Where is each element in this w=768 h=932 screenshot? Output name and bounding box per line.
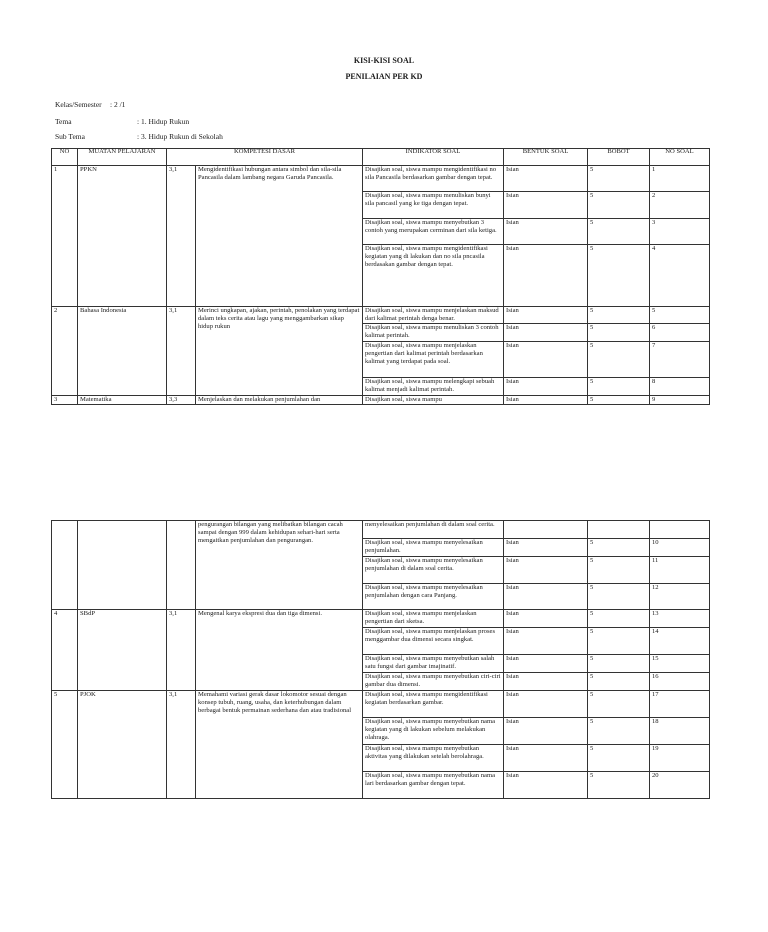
- table-row: [52, 166, 710, 192]
- bobot-cell: 5: [588, 557, 650, 584]
- bobot-cell: 5: [588, 219, 650, 245]
- indikator-cell: Disajikan soal, siswa mampu menyebutkan aktivitas yang dilakukan setelah berolahraga.: [363, 745, 504, 772]
- no-soal-cell: 2: [650, 192, 710, 219]
- bentuk-cell: Isian: [504, 718, 588, 745]
- kelas-value: : 2 /1: [110, 100, 126, 109]
- indikator-cell: Disajikan soal, siswa mampu mengidentifikasi no sila Pancasila berdasarkan gambar dengan tepat.: [363, 166, 504, 192]
- kd-text: Mengidentifikasi hubungan antara simbol dan sila-sila Pancasila dalam lambang negara Garuda Pancasila.: [196, 166, 363, 307]
- indikator-cell: Disajikan soal, siswa mampu mengidentifikasi kegiatan yang di lakukan dan no sila pncasila berdasakan gambar dengan tepat.: [363, 245, 504, 307]
- bobot-cell: 5: [588, 655, 650, 673]
- bentuk-cell: Isian: [504, 539, 588, 557]
- indikator-cell: Disajikan soal, siswa mampu menyebutkan 3 contoh yang merupakan cerminan dari sila ketiga.: [363, 219, 504, 245]
- column-header-indikator: INDIKATOR SOAL: [363, 149, 504, 166]
- kd-text: Memahami variasi gerak dasar lokomotor sesuai dengan konsep tubuh, ruang, usaha, dan keterhubungan dalam berbagai bentuk permainan sederhana dan atau tradisional: [196, 691, 363, 799]
- no-soal-cell: 7: [650, 341, 710, 377]
- kd-text: pengurangan bilangan yang melibatkan bilangan cacah sampai dengan 999 dalam kehidupan sehari-hari serta mengaitkan penjumlahan dan pengurangan.: [196, 521, 363, 610]
- bobot-cell: 5: [588, 691, 650, 718]
- bentuk-cell: Isian: [504, 628, 588, 655]
- no-soal-cell: 13: [650, 610, 710, 628]
- bobot-cell: 5: [588, 245, 650, 307]
- table-row: [52, 395, 710, 404]
- no-soal-cell: 15: [650, 655, 710, 673]
- table-row: [52, 691, 710, 718]
- tema-value: : 1. Hidup Rukun: [137, 117, 190, 126]
- document-subtitle: PENILAIAN PER KD: [345, 72, 423, 81]
- kd-number: 3,3: [167, 395, 196, 404]
- no-soal-cell: 19: [650, 745, 710, 772]
- bentuk-cell: Isian: [504, 610, 588, 628]
- kisi-kisi-table-page-2: [51, 520, 710, 799]
- tema-line: [55, 117, 189, 126]
- bobot-cell: [588, 521, 650, 539]
- no-soal-cell: 3: [650, 219, 710, 245]
- subject-name: SBdP: [78, 610, 167, 691]
- bobot-cell: 5: [588, 584, 650, 610]
- subtema-label: Sub Tema: [55, 132, 85, 141]
- subject-name: [78, 521, 167, 610]
- subtema-value: : 3. Hidup Rukun di Sekolah: [137, 132, 223, 141]
- no-soal-cell: 10: [650, 539, 710, 557]
- no-soal-cell: 11: [650, 557, 710, 584]
- kd-number: 3,1: [167, 166, 196, 307]
- column-header-no: NO: [52, 149, 78, 166]
- kd-number: [167, 521, 196, 610]
- kd-text: Menjelaskan dan melakukan penjumlahan dan: [196, 395, 363, 404]
- bentuk-cell: Isian: [504, 557, 588, 584]
- kelas-semester-line: [55, 100, 125, 109]
- no-soal-cell: [650, 521, 710, 539]
- bobot-cell: 5: [588, 673, 650, 691]
- no-soal-cell: 17: [650, 691, 710, 718]
- bobot-cell: 5: [588, 341, 650, 377]
- kd-text: Mengenal karya ekspresi dua dan tiga dimensi.: [196, 610, 363, 691]
- bentuk-cell: Isian: [504, 219, 588, 245]
- indikator-cell: Disajikan soal, siswa mampu: [363, 395, 504, 404]
- no-soal-cell: 12: [650, 584, 710, 610]
- no-soal-cell: 8: [650, 377, 710, 395]
- document-title: KISI-KISI SOAL: [353, 56, 415, 65]
- column-header-bentuk: BENTUK SOAL: [504, 149, 588, 166]
- table-row: [52, 610, 710, 628]
- indikator-cell: Disajikan soal, siswa mampu menyebutkan nama lari berdasarkan gambar dengan tepat.: [363, 772, 504, 799]
- no-soal-cell: 16: [650, 673, 710, 691]
- table-header-row: [52, 149, 710, 166]
- bobot-cell: 5: [588, 745, 650, 772]
- bobot-cell: 5: [588, 377, 650, 395]
- bentuk-cell: Isian: [504, 584, 588, 610]
- subject-no: 5: [52, 691, 78, 799]
- indikator-cell: Disajikan soal, siswa mampu menyebutkan ciri-ciri gambar dua dimensi.: [363, 673, 504, 691]
- bobot-cell: 5: [588, 539, 650, 557]
- subject-no: 4: [52, 610, 78, 691]
- table-row: [52, 521, 710, 539]
- no-soal-cell: 6: [650, 323, 710, 341]
- indikator-cell: Disajikan soal, siswa mampu menyebutkan salah satu fungsi dari gambar imajinatif.: [363, 655, 504, 673]
- no-soal-cell: 4: [650, 245, 710, 307]
- bentuk-cell: Isian: [504, 192, 588, 219]
- bobot-cell: 5: [588, 772, 650, 799]
- indikator-cell: Disajikan soal, siswa mampu menuliskan bunyi sila pancasil yang ke tiga dengan tepat.: [363, 192, 504, 219]
- kisi-kisi-table-page-1: [51, 148, 710, 405]
- indikator-cell: Disajikan soal, siswa mampu mengidentifikasi kegiatan berdasarkan gambar.: [363, 691, 504, 718]
- bentuk-cell: Isian: [504, 245, 588, 307]
- subtema-line: [55, 132, 223, 141]
- table-row: [52, 307, 710, 324]
- kelas-label: Kelas/Semester: [55, 100, 102, 109]
- bobot-cell: 5: [588, 166, 650, 192]
- indikator-cell: menyelesaikan penjumlahan di dalam soal cerita.: [363, 521, 504, 539]
- subject-no: [52, 521, 78, 610]
- bentuk-cell: Isian: [504, 655, 588, 673]
- column-header-muatan: MUATAN PELAJARAN: [78, 149, 167, 166]
- kd-number: 3,1: [167, 691, 196, 799]
- bobot-cell: 5: [588, 395, 650, 404]
- bobot-cell: 5: [588, 307, 650, 324]
- subject-no: 2: [52, 307, 78, 396]
- bentuk-cell: Isian: [504, 341, 588, 377]
- indikator-cell: Disajikan soal, siswa mampu menyelesaikan penjumlahan di dalam soal cerita.: [363, 557, 504, 584]
- indikator-cell: Disajikan soal, siswa mampu menyelesaikan penjumlahan dengan cara Panjang.: [363, 584, 504, 610]
- bentuk-cell: Isian: [504, 166, 588, 192]
- no-soal-cell: 9: [650, 395, 710, 404]
- indikator-cell: Disajikan soal, siswa mampu menyebutkan nama kegiatan yang di lakukan sebelum melakukan olahraga.: [363, 718, 504, 745]
- no-soal-cell: 5: [650, 307, 710, 324]
- indikator-cell: Disajikan soal, siswa mampu menjelaskan proses menggambar dua dimensi secara singkat.: [363, 628, 504, 655]
- indikator-cell: Disajikan soal, siswa mampu menuliskan 3 contoh kalimat perintah.: [363, 323, 504, 341]
- bentuk-cell: Isian: [504, 673, 588, 691]
- indikator-cell: Disajikan soal, siswa mampu menjelaskan pengertian dari sketsa.: [363, 610, 504, 628]
- indikator-cell: Disajikan soal, siswa mampu menyelesaikan penjumlahan.: [363, 539, 504, 557]
- bentuk-cell: Isian: [504, 745, 588, 772]
- no-soal-cell: 18: [650, 718, 710, 745]
- subject-no: 1: [52, 166, 78, 307]
- indikator-cell: Disajikan soal, siswa mampu menjelaskan pengertian dari kalimat perintah berdasarkan kalimat yang terdapat pada soal.: [363, 341, 504, 377]
- kd-number: 3,1: [167, 610, 196, 691]
- no-soal-cell: 20: [650, 772, 710, 799]
- indikator-cell: Disajikan soal, siswa mampu menjelaskan maksud dari kalimat perintah denga benar.: [363, 307, 504, 324]
- column-header-kd: KOMPETESI DASAR: [167, 149, 363, 166]
- kd-number: 3,1: [167, 307, 196, 396]
- bentuk-cell: Isian: [504, 377, 588, 395]
- subject-name: PJOK: [78, 691, 167, 799]
- no-soal-cell: 1: [650, 166, 710, 192]
- bobot-cell: 5: [588, 192, 650, 219]
- tema-label: Tema: [55, 117, 72, 126]
- kd-text: Merinci ungkapan, ajakan, perintah, penolakan yang terdapat dalam teks cerita atau lagu yang menggambarkan sikap hidup rukun: [196, 307, 363, 396]
- bobot-cell: 5: [588, 718, 650, 745]
- bobot-cell: 5: [588, 628, 650, 655]
- bentuk-cell: Isian: [504, 395, 588, 404]
- subject-name: Matematika: [78, 395, 167, 404]
- bentuk-cell: Isian: [504, 323, 588, 341]
- bobot-cell: 5: [588, 610, 650, 628]
- no-soal-cell: 14: [650, 628, 710, 655]
- bentuk-cell: [504, 521, 588, 539]
- column-header-bobot: BOBOT: [588, 149, 650, 166]
- indikator-cell: Disajikan soal, siswa mampu melengkapi sebuah kalimat menjadi kalimat perintah.: [363, 377, 504, 395]
- bentuk-cell: Isian: [504, 691, 588, 718]
- bobot-cell: 5: [588, 323, 650, 341]
- column-header-no-soal: NO SOAL: [650, 149, 710, 166]
- subject-name: Bahasa Indonesia: [78, 307, 167, 396]
- subject-no: 3: [52, 395, 78, 404]
- bentuk-cell: Isian: [504, 307, 588, 324]
- subject-name: PPKN: [78, 166, 167, 307]
- bentuk-cell: Isian: [504, 772, 588, 799]
